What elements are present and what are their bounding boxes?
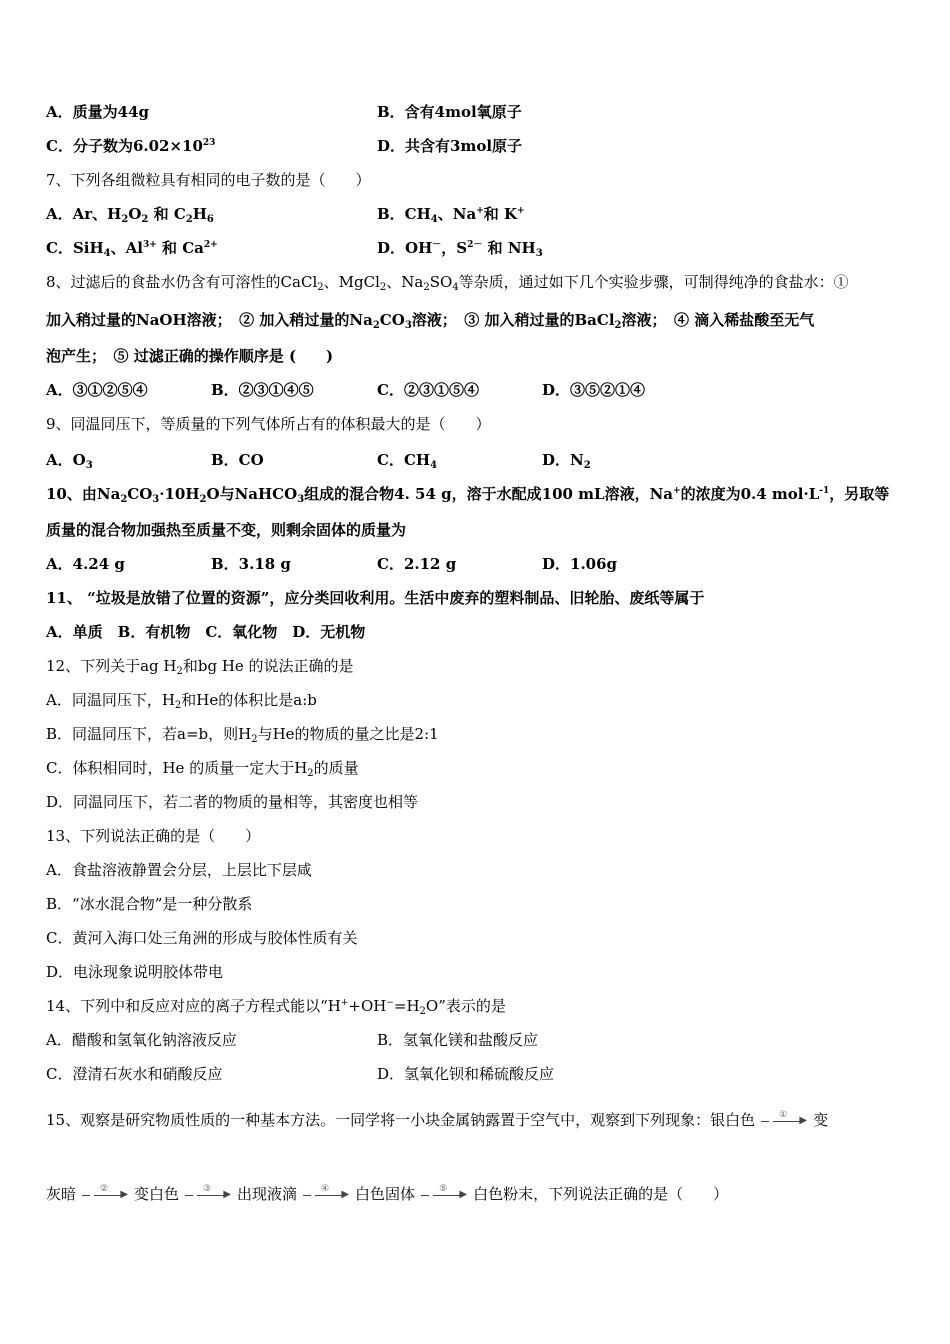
q9-option-d: D．$N_2$: [542, 451, 591, 471]
reaction-arrow-icon: ▶ ②: [82, 1188, 128, 1202]
q8-option-d: D．③⑤②①④: [542, 381, 646, 399]
reaction-arrow-icon: ▶ ④: [303, 1188, 349, 1202]
q10-option-b: B．3.18 g: [211, 555, 291, 573]
q8-stem-line2: 加入稍过量的NaOH溶液； ② 加入稍过量的$Na_2CO_3$溶液； ③ 加入稍过量的BaCl$_2$溶液； ④ 滴入稀盐酸至无气: [46, 311, 815, 331]
q8-option-b: B．②③①④⑤: [211, 381, 314, 399]
q6-option-a: A．质量为44g: [46, 103, 150, 121]
q14-option-d: D．氢氧化钡和稀硫酸反应: [377, 1065, 555, 1083]
q13-option-c: C．黄河入海口处三角洲的形成与胶体性质有关: [46, 929, 358, 947]
q12-stem: 12、下列关于ag $H_2$和bg He 的说法正确的是: [46, 657, 354, 677]
q10-stem-line1: 10、由$Na_2CO_3\cdot 10H_2O$与NaHCO$_3$组成的混合物4. 54 g，溶于水配成100 mL溶液，Na+的浓度为0.4 $mol\cdot L^{-1}$，另取等: [46, 485, 890, 505]
q12-option-c: C．体积相同时，He 的质量一定大于$H_2$的质量: [46, 759, 359, 779]
q13-option-b: B．“冰水混合物”是一种分散系: [46, 895, 253, 913]
q6-option-d: D．共含有3mol原子: [377, 137, 523, 155]
q14-option-c: C．澄清石灰水和硝酸反应: [46, 1065, 223, 1083]
q10-option-c: C．2.12 g: [377, 555, 457, 573]
q14-stem: 14、下列中和反应对应的离子方程式能以“$H^++OH^-=H_2O$”表示的是: [46, 997, 506, 1017]
q12-option-b: B．同温同压下，若a=b，则$H_2$与He的物质的量之比是2:1: [46, 725, 439, 745]
q13-option-d: D．电泳现象说明胶体带电: [46, 963, 224, 981]
q10-option-a: A．4.24 g: [46, 555, 125, 573]
q15-stem-line1: 15、观察是研究物质性质的一种基本方法。一同学将一小块金属钠露置于空气中，观察到下列现象：银白色 ▶ ① 变: [46, 1110, 829, 1129]
q13-stem: 13、下列说法正确的是（ ）: [46, 827, 261, 845]
reaction-arrow-icon: ▶ ③: [185, 1188, 231, 1202]
q8-stem-line1: 8、过滤后的食盐水仍含有可溶性的CaCl$_2$、MgCl$_2$、$Na_2SO_4$等杂质，通过如下几个实验步骤，可制得纯净的食盐水：①: [46, 273, 849, 293]
q11-options: A．单质 B．有机物 C．氧化物 D．无机物: [46, 623, 366, 641]
q9-option-a: A．$O_3$: [46, 451, 93, 471]
q7-option-a: A．Ar、$H_2O_2$ 和 $C_2H_6$: [46, 205, 214, 225]
q8-option-c: C．②③①⑤④: [377, 381, 479, 399]
q7-option-d: D．OH－，$S^{2-}$ 和 $NH_3$: [377, 239, 543, 259]
reaction-arrow-icon: ▶ ①: [761, 1114, 807, 1128]
q10-stem-line2: 质量的混合物加强热至质量不变，则剩余固体的质量为: [46, 521, 407, 539]
q13-option-a: A．食盐溶液静置会分层，上层比下层咸: [46, 861, 312, 879]
q14-option-b: B．氢氧化镁和盐酸反应: [377, 1031, 539, 1049]
q9-option-b: B．CO: [211, 451, 264, 469]
q6-option-b: B．含有4mol氧原子: [377, 103, 522, 121]
q9-option-c: C．$CH_4$: [377, 451, 438, 471]
q15-stem-line2: 灰暗 ▶ ② 变白色 ▶ ③ 出现液滴 ▶ ④ 白色固体 ▶ ⑤ 白色粉末，下列说法正确的是（ ）: [46, 1184, 729, 1203]
q8-option-a: A．③①②⑤④: [46, 381, 148, 399]
q8-stem-line3: 泡产生； ⑤ 过滤正确的操作顺序是 ( ): [46, 347, 334, 365]
q7-option-c: C．SiH$_4$、$Al^{3+}$ 和 $Ca^{2+}$: [46, 239, 218, 259]
q14-option-a: A．醋酸和氢氧化钠溶液反应: [46, 1031, 237, 1049]
q9-stem: 9、同温同压下，等质量的下列气体所占有的体积最大的是（ ）: [46, 415, 491, 433]
reaction-arrow-icon: ▶ ⑤: [421, 1188, 467, 1202]
q7-option-b: B．$CH_4$、Na+和 K+: [377, 205, 525, 225]
q12-option-a: A．同温同压下，$H_2$和He的体积比是a:b: [46, 691, 317, 711]
q11-stem: 11、 “垃圾是放错了位置的资源”，应分类回收利用。生活中废弃的塑料制品、旧轮胎、废纸等属于: [46, 589, 705, 607]
q7-stem: 7、下列各组微粒具有相同的电子数的是（ ）: [46, 171, 371, 189]
q6-option-c: C．分子数为$6.02\times 10^{23}$: [46, 137, 216, 155]
q10-option-d: D．1.06g: [542, 555, 618, 573]
q12-option-d: D．同温同压下，若二者的物质的量相等，其密度也相等: [46, 793, 419, 811]
